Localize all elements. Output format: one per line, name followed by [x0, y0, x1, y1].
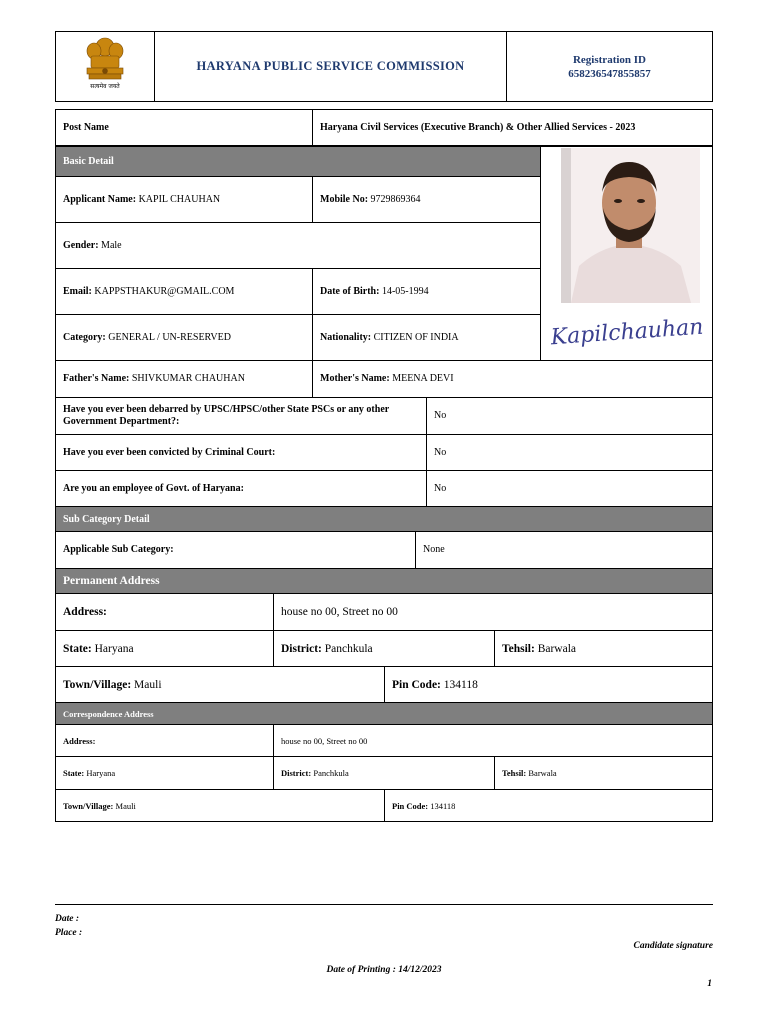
corr-address-value: house no 00, Street no 00: [273, 724, 713, 757]
candidate-signature-label: Candidate signature: [633, 941, 713, 951]
corr-tehsil-cell: Tehsil: Barwala: [494, 756, 713, 790]
category-cell: Category: GENERAL / UN-RESERVED: [55, 314, 313, 361]
emblem-cell: [56, 32, 155, 101]
perm-pin-cell: Pin Code: 134118: [384, 666, 713, 703]
perm-tehsil-cell: Tehsil: Barwala: [494, 630, 713, 667]
answer-convicted: No: [426, 434, 713, 471]
footer-divider: [55, 904, 713, 905]
registration-id: 658236547855857: [568, 67, 651, 80]
basic-detail-header: Basic Detail: [55, 146, 541, 177]
applicant-signature: Kapilchauhan: [549, 314, 705, 350]
emblem-caption: सत्यमेव जयते: [90, 83, 120, 90]
nationality-cell: Nationality: CITIZEN OF INDIA: [312, 314, 541, 361]
question-debarred: Have you ever been debarred by UPSC/HPSC/other State PSCs or any other Government Department?:: [55, 397, 427, 435]
header-box: [55, 31, 713, 102]
state-emblem-icon: [75, 34, 135, 90]
corr-state-cell: State: Haryana: [55, 756, 274, 790]
corr-pin-cell: Pin Code: 134118: [384, 789, 713, 822]
question-convicted: Have you ever been convicted by Criminal Court:: [55, 434, 427, 471]
correspondence-address-header: Correspondence Address: [55, 702, 713, 725]
date-label: Date :: [55, 914, 80, 924]
corr-district-cell: District: Panchkula: [273, 756, 495, 790]
sub-category-header: Sub Category Detail: [55, 506, 713, 532]
perm-address-label: Address:: [55, 593, 274, 631]
perm-district-cell: District: Panchkula: [273, 630, 495, 667]
registration-label: Registration ID: [572, 53, 647, 66]
applicant-name-cell: Applicant Name: KAPIL CHAUHAN: [55, 176, 313, 223]
post-name-value: Haryana Civil Services (Executive Branch) & Other Allied Services - 2023: [312, 109, 713, 146]
mother-name-cell: Mother's Name: MEENA DEVI: [312, 360, 713, 398]
email-cell: Email: KAPPSTHAKUR@GMAIL.COM: [55, 268, 313, 315]
registration-block: [507, 32, 712, 101]
father-name-cell: Father's Name: SHIVKUMAR CHAUHAN: [55, 360, 313, 398]
sub-category-value: None: [415, 531, 713, 569]
sub-category-label: Applicable Sub Category:: [55, 531, 416, 569]
perm-address-value: house no 00, Street no 00: [273, 593, 713, 631]
page-number: 1: [707, 979, 712, 989]
person-photo-icon: [561, 148, 700, 303]
applicant-photo: [561, 148, 700, 303]
answer-debarred: No: [426, 397, 713, 435]
perm-town-cell: Town/Village: Mauli: [55, 666, 385, 703]
gender-cell: Gender: Male: [55, 222, 541, 269]
photo-signature-box: [540, 146, 713, 361]
commission-name: HARYANA PUBLIC SERVICE COMMISSION: [155, 32, 507, 101]
post-name-label: Post Name: [55, 109, 313, 146]
permanent-address-header: Permanent Address: [55, 568, 713, 594]
question-employee: Are you an employee of Govt. of Haryana:: [55, 470, 427, 507]
corr-town-cell: Town/Village: Mauli: [55, 789, 385, 822]
dob-cell: Date of Birth: 14-05-1994: [312, 268, 541, 315]
answer-employee: No: [426, 470, 713, 507]
corr-address-label: Address:: [55, 724, 274, 757]
date-of-printing: Date of Printing : 14/12/2023: [326, 965, 442, 975]
mobile-cell: Mobile No: 9729869364: [312, 176, 541, 223]
perm-state-cell: State: Haryana: [55, 630, 274, 667]
place-label: Place :: [55, 928, 83, 938]
